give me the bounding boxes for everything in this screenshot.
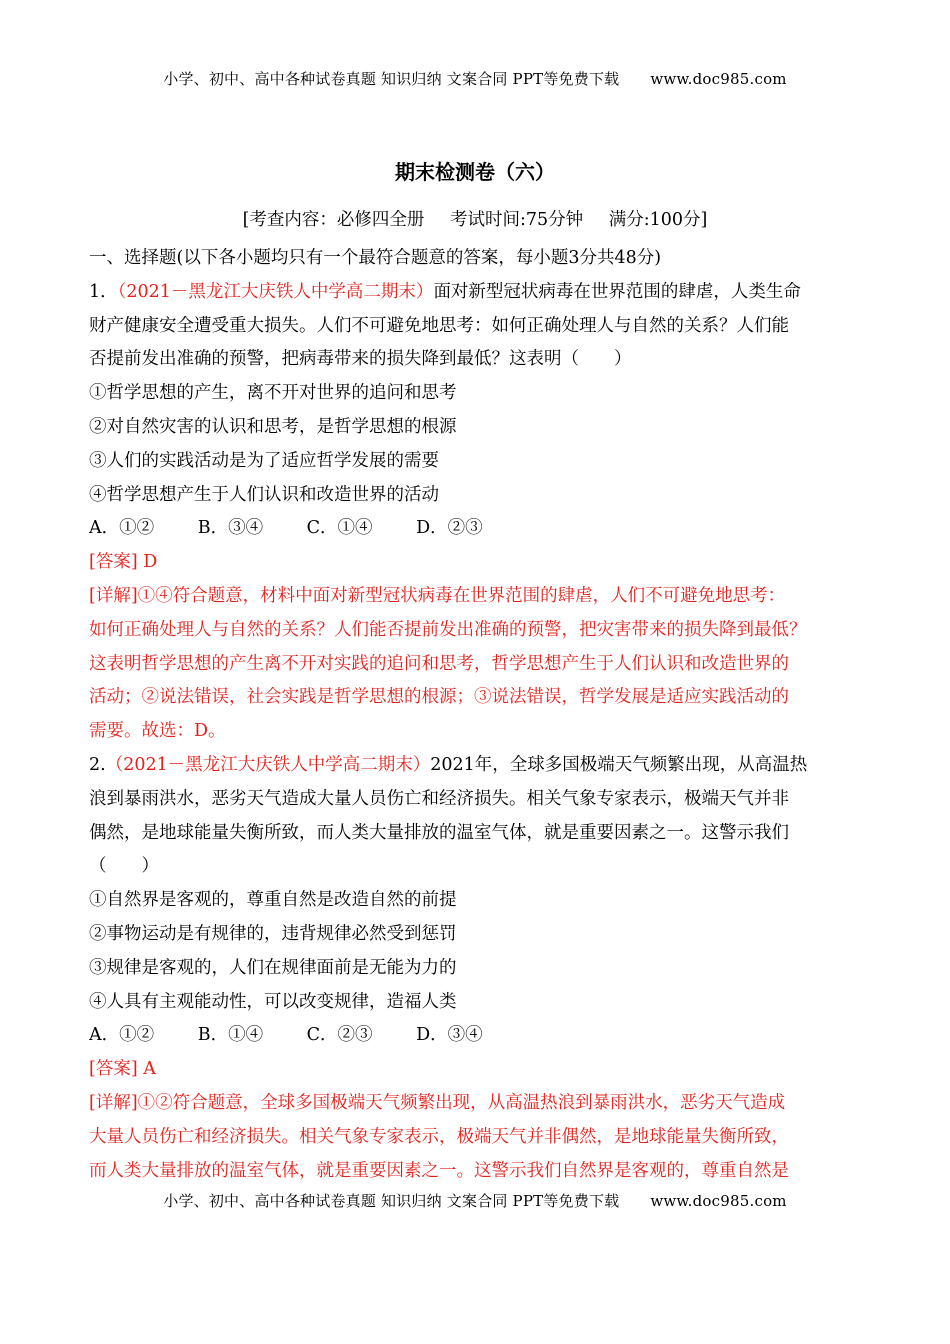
q1-option-d: D．②③ [416,518,483,539]
q2-stem-line: 浪到暴雨洪水，恶劣天气造成大量人员伤亡和经济损失。相关气象专家表示，极端天气并非 [89,788,789,809]
page-title: 期末检测卷（六） [395,160,555,184]
q2-source: （2021－黑龙江大庆铁人中学高二期末） [105,754,431,775]
q1-option-a: A．①② [89,518,155,539]
q2-answer: [答案] A [89,1059,156,1080]
q2-explanation: 而人类大量排放的温室气体，就是重要因素之一。这警示我们自然界是客观的，尊重自然是 [89,1160,789,1181]
q1-answer: [答案] D [89,552,158,573]
q1-number: 1． [89,281,118,302]
q1-explanation: 如何正确处理人与自然的关系？人们能否提前发出准确的预警，把灾害带来的损失降到最低？ [89,619,807,640]
header-url[interactable]: www.doc985.com [650,70,787,88]
q1-stem-line: 财产健康安全遭受重大损失。人们不可避免地思考：如何正确处理人与自然的关系？人们能 [89,315,789,336]
q1-explanation: 需要。故选：D。 [89,721,226,742]
meta-score: 满分:100分] [608,210,708,230]
meta-time: 考试时间:75分钟 [450,210,584,230]
footer-text: 小学、初中、高中各种试卷真题 知识归纳 文案合同 PPT等免费下载 [163,1192,620,1210]
q2-statement: ④人具有主观能动性，可以改变规律，造福人类 [89,991,457,1012]
q1-options [89,512,864,546]
q1-stem-line: 否提前发出准确的预警，把病毒带来的损失降到最低？这表明（ ） [89,349,632,370]
q2-text: 2021年，全球多国极端天气频繁出现，从高温热 [430,754,808,775]
meta-content: [考查内容：必修四全册 [242,210,425,230]
q2-stem-line: 偶然，是地球能量失衡所致，而人类大量排放的温室气体，就是重要因素之一。这警示我们 [89,822,789,843]
q2-statement: ③规律是客观的，人们在规律面前是无能为力的 [89,957,457,978]
q1-explanation: 这表明哲学思想的产生离不开对实践的追问和思考，哲学思想产生于人们认识和改造世界的 [89,653,789,674]
q2-statement: ①自然界是客观的，尊重自然是改造自然的前提 [89,890,457,911]
q1-statement: ①哲学思想的产生，离不开对世界的追问和思考 [89,383,457,404]
q1-statement: ④哲学思想产生于人们认识和改造世界的活动 [89,484,439,505]
section-heading: 一、选择题(以下各小题均只有一个最符合题意的答案，每小题3分共48分) [89,248,662,268]
header-text: 小学、初中、高中各种试卷真题 知识归纳 文案合同 PPT等免费下载 [163,70,620,88]
q2-statement: ②事物运动是有规律的，违背规律必然受到惩罚 [89,923,457,944]
q1-explanation: [详解]①④符合题意，材料中面对新型冠状病毒在世界范围的肆虐，人们不可避免地思考： [89,585,786,606]
page-footer [0,1190,950,1211]
q2-option-d: D．③④ [416,1025,483,1046]
q2-stem-line [89,749,864,783]
footer-url[interactable]: www.doc985.com [650,1192,787,1210]
q1-statement: ②对自然灾害的认识和思考，是哲学思想的根源 [89,416,457,437]
q1-explanation: 活动；②说法错误，社会实践是哲学思想的根源；③说法错误，哲学发展是适应实践活动的 [89,687,789,708]
q2-option-b: B．①④ [197,1025,264,1046]
q2-option-a: A．①② [89,1025,155,1046]
q1-option-c: C．①④ [306,518,373,539]
exam-meta [0,206,950,231]
q2-explanation: 大量人员伤亡和经济损失。相关气象专家表示，极端天气并非偶然，是地球能量失衡所致， [89,1126,789,1147]
q1-stem-line [89,276,864,310]
q2-stem-line: （ ） [89,856,159,877]
exam-content [89,242,864,1188]
q2-number: 2. [89,754,106,775]
q1-option-b: B．③④ [197,518,264,539]
q1-source: （2021－黑龙江大庆铁人中学高二期末） [117,281,434,302]
q1-statement: ③人们的实践活动是为了适应哲学发展的需要 [89,450,439,471]
page-header [0,68,950,89]
q2-explanation: [详解]①②符合题意，全球多国极端天气频繁出现，从高温热浪到暴雨洪水，恶劣天气造成 [89,1092,786,1113]
q2-options [89,1019,864,1053]
q2-option-c: C．②③ [306,1025,373,1046]
q1-text: 面对新型冠状病毒在世界范围的肆虐，人类生命 [433,281,801,302]
